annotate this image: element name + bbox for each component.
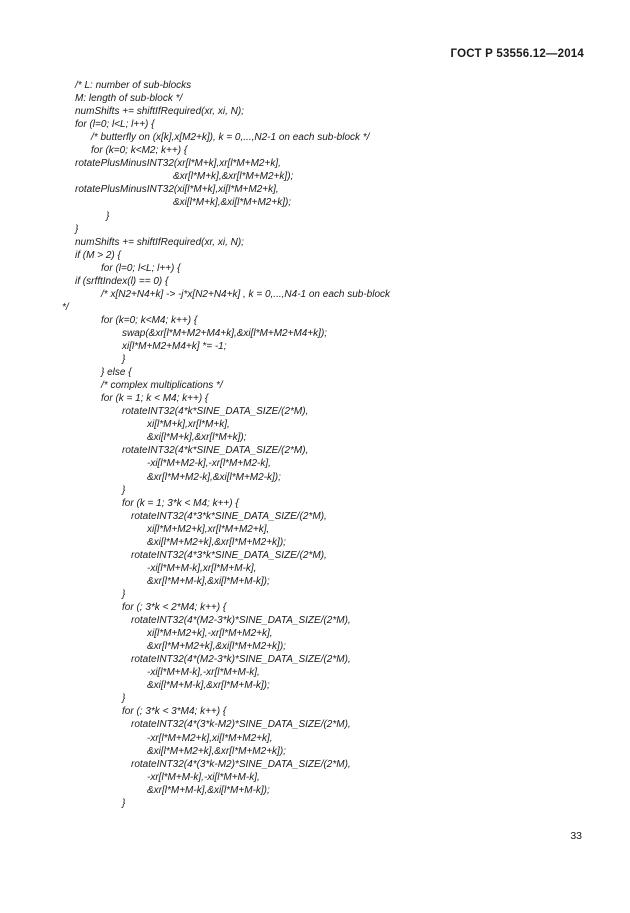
code-line: /* butterfly on (x[k],x[M2+k]), k = 0,...,N2-1 on each sub-block */ bbox=[91, 132, 370, 144]
code-line: */ bbox=[62, 301, 69, 313]
standard-header: ГОСТ Р 53556.12—2014 bbox=[450, 48, 584, 60]
code-line: &xr[l*M+M2-k],&xi[l*M+M2-k]); bbox=[147, 471, 281, 483]
code-line: &xi[l*M+k],&xr[l*M+k]); bbox=[147, 432, 247, 444]
code-line: for (k = 1; 3*k < M4; k++) { bbox=[122, 497, 239, 509]
code-line: &xi[l*M+M2+k],&xr[l*M+M2+k]); bbox=[147, 745, 286, 757]
code-line: for (l=0; l<L; l++) { bbox=[75, 119, 155, 131]
code-line: rotateINT32(4*3*k*SINE_DATA_SIZE/(2*M), bbox=[131, 549, 327, 561]
code-line: if (srfftIndex(l) == 0) { bbox=[75, 275, 169, 287]
code-line: /* L: number of sub-blocks bbox=[75, 80, 192, 91]
code-line: xi[l*M+M2+k],xr[l*M+M2+k], bbox=[147, 523, 270, 535]
code-line: numShifts += shiftIfRequired(xr, xi, N); bbox=[75, 236, 244, 248]
code-line: &xi[l*M+M2+k],&xr[l*M+M2+k]); bbox=[147, 536, 286, 548]
code-line: -xi[l*M+M-k],xr[l*M+M-k], bbox=[147, 562, 257, 574]
code-line: for (k=0; k<M4; k++) { bbox=[101, 314, 198, 326]
code-line: rotateINT32(4*(M2-3*k)*SINE_DATA_SIZE/(2*M), bbox=[131, 615, 351, 627]
code-line: rotateINT32(4*(3*k-M2)*SINE_DATA_SIZE/(2*M), bbox=[131, 719, 351, 731]
code-line: } bbox=[75, 223, 79, 235]
page-number: 33 bbox=[570, 830, 582, 842]
code-line: } bbox=[122, 588, 126, 600]
code-line: } bbox=[122, 693, 126, 705]
code-line: } bbox=[106, 210, 110, 222]
code-line: /* complex multiplications */ bbox=[101, 380, 223, 392]
code-line: -xr[l*M+M-k],-xi[l*M+M-k], bbox=[147, 771, 260, 783]
code-line: xi[l*M+M2+M4+k] *= -1; bbox=[122, 341, 227, 352]
code-line: for (; 3*k < 3*M4; k++) { bbox=[122, 706, 227, 718]
code-line: &xi[l*M+M-k],&xr[l*M+M-k]); bbox=[147, 680, 270, 692]
code-line: } else { bbox=[101, 367, 132, 379]
code-line: } bbox=[122, 797, 126, 809]
code-line: xi[l*M+k],xr[l*M+k], bbox=[147, 419, 230, 431]
code-line: -xi[l*M+M2-k],-xr[l*M+M2-k], bbox=[147, 458, 271, 470]
code-line: -xr[l*M+M2+k],xi[l*M+M2+k], bbox=[147, 732, 273, 744]
code-line: for (k = 1; k < M4; k++) { bbox=[101, 393, 209, 405]
code-line: rotateINT32(4*k*SINE_DATA_SIZE/(2*M), bbox=[122, 445, 309, 457]
code-line: &xr[l*M+M2+k],&xi[l*M+M2+k]); bbox=[147, 641, 286, 653]
code-line: -xi[l*M+M-k],-xr[l*M+M-k], bbox=[147, 667, 260, 679]
code-line: &xi[l*M+k],&xi[l*M+M2+k]); bbox=[173, 197, 292, 209]
code-line: } bbox=[122, 354, 126, 366]
code-line: rotatePlusMinusINT32(xr[l*M+k],xr[l*M+M2+k], bbox=[75, 158, 281, 170]
code-line: rotateINT32(4*(M2-3*k)*SINE_DATA_SIZE/(2*M), bbox=[131, 654, 351, 666]
code-line: rotateINT32(4*k*SINE_DATA_SIZE/(2*M), bbox=[122, 406, 309, 418]
code-line: &xr[l*M+k],&xr[l*M+M2+k]); bbox=[173, 171, 294, 183]
code-line: } bbox=[122, 484, 126, 496]
code-line: M: length of sub-block */ bbox=[75, 93, 183, 105]
code-line: rotatePlusMinusINT32(xi[l*M+k],xi[l*M+M2+k], bbox=[75, 184, 279, 196]
code-line: &xr[l*M+M-k],&xi[l*M+M-k]); bbox=[147, 784, 270, 796]
code-line: numShifts += shiftIfRequired(xr, xi, N); bbox=[75, 106, 244, 118]
code-line: for (k=0; k<M2; k++) { bbox=[91, 145, 188, 157]
code-line: rotateINT32(4*(3*k-M2)*SINE_DATA_SIZE/(2*M), bbox=[131, 758, 351, 770]
code-line: rotateINT32(4*3*k*SINE_DATA_SIZE/(2*M), bbox=[131, 510, 327, 522]
code-line: swap(&xr[l*M+M2+M4+k],&xi[l*M+M2+M4+k]); bbox=[122, 327, 328, 339]
code-line: /* x[N2+N4+k] -> -j*x[N2+N4+k] , k = 0,...,N4-1 on each sub-block bbox=[101, 288, 391, 300]
code-line: &xr[l*M+M-k],&xi[l*M+M-k]); bbox=[147, 575, 270, 587]
code-line: for (; 3*k < 2*M4; k++) { bbox=[122, 602, 227, 613]
code-line: if (M > 2) { bbox=[75, 249, 121, 261]
code-line: for (l=0; l<L; l++) { bbox=[101, 262, 181, 274]
code-line: xi[l*M+M2+k],-xr[l*M+M2+k], bbox=[147, 628, 273, 640]
